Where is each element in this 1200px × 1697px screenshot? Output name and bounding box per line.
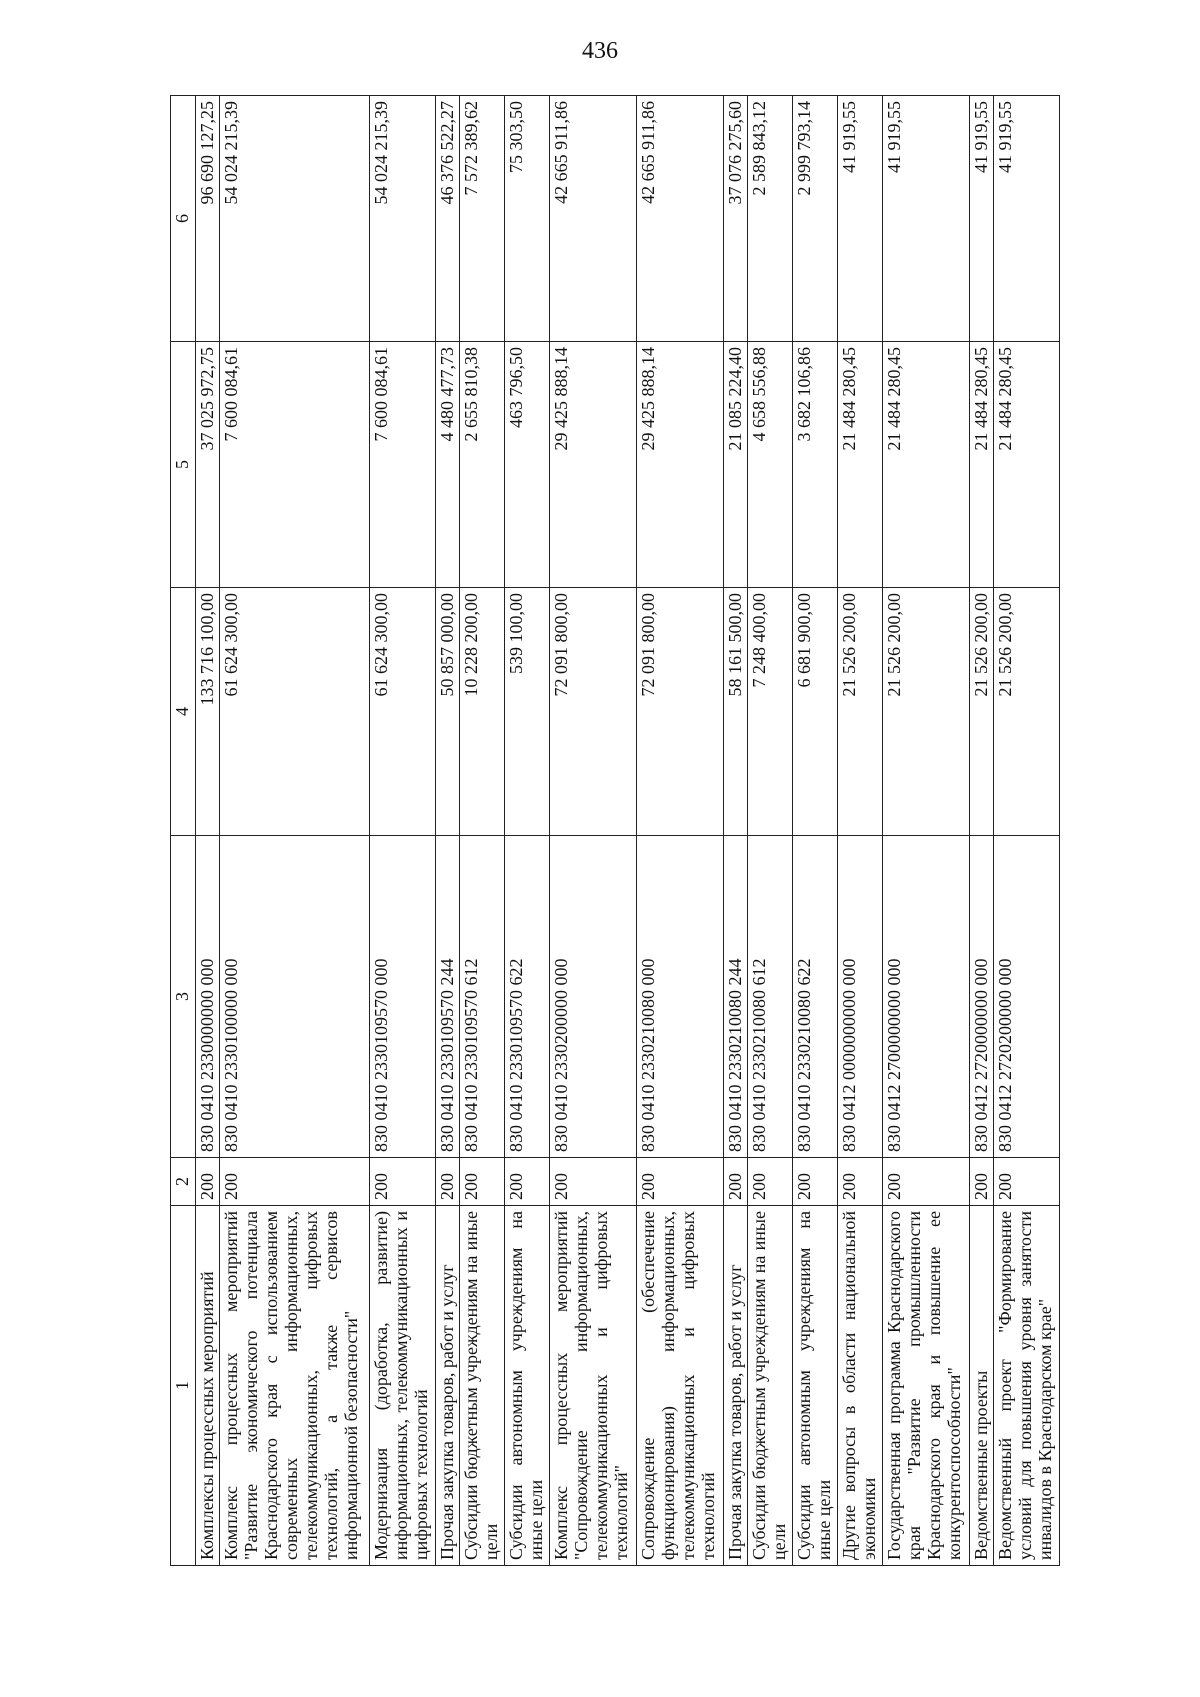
row-exec-cell: 4 658 556,88 [747, 342, 792, 588]
row-name-cell: Комплекс процессных мероприятий "Сопровождение информационных, телекоммуникационных и цифровых технологий" [549, 1206, 636, 1566]
table-row [504, 96, 549, 1566]
row-name-cell: Комплексы процессных мероприятий [196, 1206, 220, 1566]
row-plan-cell: 61 624 300,00 [220, 588, 370, 836]
row-col2-cell: 200 [369, 1158, 435, 1206]
row-remain-cell: 2 999 793,14 [792, 96, 837, 342]
row-code-cell: 830 0410 2330100000 000 [220, 836, 370, 1158]
row-code-cell: 830 0410 2330200000 000 [549, 836, 636, 1158]
table-row [723, 96, 747, 1566]
row-exec-cell: 21 484 280,45 [882, 342, 969, 588]
row-plan-cell: 61 624 300,00 [369, 588, 435, 836]
row-remain-cell: 41 919,55 [993, 96, 1059, 342]
row-name-cell: Субсидии бюджетным учреждениям на иные цели [747, 1206, 792, 1566]
row-col2-cell: 200 [747, 1158, 792, 1206]
row-exec-cell: 3 682 106,86 [792, 342, 837, 588]
row-col2-cell: 200 [220, 1158, 370, 1206]
row-exec-cell: 7 600 084,61 [220, 342, 370, 588]
row-plan-cell: 133 716 100,00 [196, 588, 220, 836]
row-plan-cell: 539 100,00 [504, 588, 549, 836]
row-col2-cell: 200 [549, 1158, 636, 1206]
row-remain-cell: 37 076 275,60 [723, 96, 747, 342]
row-plan-cell: 7 248 400,00 [747, 588, 792, 836]
row-exec-cell: 37 025 972,75 [196, 342, 220, 588]
row-exec-cell: 463 796,50 [504, 342, 549, 588]
table-body [196, 96, 1060, 1566]
row-code-cell: 830 0410 2330109570 612 [459, 836, 504, 1158]
column-header: 6 [171, 96, 196, 342]
row-remain-cell: 42 665 911,86 [636, 96, 723, 342]
row-plan-cell: 21 526 200,00 [837, 588, 882, 836]
row-col2-cell: 200 [837, 1158, 882, 1206]
row-plan-cell: 58 161 500,00 [723, 588, 747, 836]
row-code-cell: 830 0412 2720200000 000 [993, 836, 1059, 1158]
row-col2-cell: 200 [459, 1158, 504, 1206]
row-code-cell: 830 0410 2330109570 000 [369, 836, 435, 1158]
row-remain-cell: 42 665 911,86 [549, 96, 636, 342]
row-remain-cell: 75 303,50 [504, 96, 549, 342]
row-plan-cell: 72 091 800,00 [549, 588, 636, 836]
row-code-cell: 830 0410 2330210080 244 [723, 836, 747, 1158]
row-remain-cell: 2 589 843,12 [747, 96, 792, 342]
row-remain-cell: 7 572 389,62 [459, 96, 504, 342]
row-col2-cell: 200 [969, 1158, 993, 1206]
row-remain-cell: 46 376 522,27 [435, 96, 459, 342]
row-name-cell: Модернизация (доработка, развитие) информационных, телекоммуникационных и цифровых технологий [369, 1206, 435, 1566]
row-code-cell: 830 0410 2330000000 000 [196, 836, 220, 1158]
row-code-cell: 830 0412 2720000000 000 [969, 836, 993, 1158]
table-row [636, 96, 723, 1566]
page-number: 436 [582, 38, 618, 64]
table-row [196, 96, 220, 1566]
row-name-cell: Субсидии автономным учреждениям на иные цели [792, 1206, 837, 1566]
table-row [459, 96, 504, 1566]
row-exec-cell: 21 085 224,40 [723, 342, 747, 588]
row-code-cell: 830 0412 2700000000 000 [882, 836, 969, 1158]
column-header: 1 [171, 1206, 196, 1566]
row-name-cell: Сопровождение (обеспечение функционирования) информационных, телекоммуникационных и цифровых технологий [636, 1206, 723, 1566]
row-col2-cell: 200 [196, 1158, 220, 1206]
row-code-cell: 830 0412 0000000000 000 [837, 836, 882, 1158]
row-col2-cell: 200 [636, 1158, 723, 1206]
budget-table [170, 95, 1060, 1566]
row-exec-cell: 29 425 888,14 [549, 342, 636, 588]
row-name-cell: Государственная программа Краснодарского края "Развитие промышленности Краснодарского края и повышение ее конкурентоспособности" [882, 1206, 969, 1566]
table-row [747, 96, 792, 1566]
row-name-cell: Другие вопросы в области национальной экономики [837, 1206, 882, 1566]
row-plan-cell: 21 526 200,00 [882, 588, 969, 836]
row-col2-cell: 200 [723, 1158, 747, 1206]
row-col2-cell: 200 [504, 1158, 549, 1206]
row-plan-cell: 21 526 200,00 [993, 588, 1059, 836]
column-header: 2 [171, 1158, 196, 1206]
column-header: 3 [171, 836, 196, 1158]
row-exec-cell: 7 600 084,61 [369, 342, 435, 588]
row-name-cell: Прочая закупка товаров, работ и услуг [723, 1206, 747, 1566]
row-name-cell: Комплекс процессных мероприятий "Развитие экономического потенциала Краснодарского края с использованием современных информационных, телекоммуникационных, цифровых технологий, а также сервисов информационной безопасности" [220, 1206, 370, 1566]
row-name-cell: Прочая закупка товаров, работ и услуг [435, 1206, 459, 1566]
row-col2-cell: 200 [993, 1158, 1059, 1206]
row-remain-cell: 41 919,55 [837, 96, 882, 342]
row-name-cell: Субсидии автономным учреждениям на иные цели [504, 1206, 549, 1566]
row-plan-cell: 10 228 200,00 [459, 588, 504, 836]
row-name-cell: Субсидии бюджетным учреждениям на иные цели [459, 1206, 504, 1566]
row-plan-cell: 21 526 200,00 [969, 588, 993, 836]
row-col2-cell: 200 [792, 1158, 837, 1206]
row-code-cell: 830 0410 2330109570 244 [435, 836, 459, 1158]
row-code-cell: 830 0410 2330210080 612 [747, 836, 792, 1158]
rotated-table-container [170, 96, 1060, 1566]
table-row [993, 96, 1059, 1566]
row-code-cell: 830 0410 2330210080 000 [636, 836, 723, 1158]
row-code-cell: 830 0410 2330109570 622 [504, 836, 549, 1158]
table-row [969, 96, 993, 1566]
row-col2-cell: 200 [435, 1158, 459, 1206]
column-header: 5 [171, 342, 196, 588]
column-header: 4 [171, 588, 196, 836]
row-remain-cell: 41 919,55 [882, 96, 969, 342]
row-exec-cell: 21 484 280,45 [837, 342, 882, 588]
row-exec-cell: 4 480 477,73 [435, 342, 459, 588]
table-row [837, 96, 882, 1566]
table-row [435, 96, 459, 1566]
row-exec-cell: 29 425 888,14 [636, 342, 723, 588]
table-row [792, 96, 837, 1566]
row-col2-cell: 200 [882, 1158, 969, 1206]
row-remain-cell: 41 919,55 [969, 96, 993, 342]
row-exec-cell: 21 484 280,45 [993, 342, 1059, 588]
row-plan-cell: 6 681 900,00 [792, 588, 837, 836]
row-name-cell: Ведомственные проекты [969, 1206, 993, 1566]
row-name-cell: Ведомственный проект "Формирование условий для повышения уровня занятости инвалидов в Краснодарском крае" [993, 1206, 1059, 1566]
row-code-cell: 830 0410 2330210080 622 [792, 836, 837, 1158]
row-exec-cell: 21 484 280,45 [969, 342, 993, 588]
table-header-row [171, 96, 196, 1566]
row-remain-cell: 54 024 215,39 [220, 96, 370, 342]
table-row [369, 96, 435, 1566]
row-plan-cell: 72 091 800,00 [636, 588, 723, 836]
row-remain-cell: 54 024 215,39 [369, 96, 435, 342]
table-row [882, 96, 969, 1566]
table-row [220, 96, 370, 1566]
row-plan-cell: 50 857 000,00 [435, 588, 459, 836]
row-exec-cell: 2 655 810,38 [459, 342, 504, 588]
table-row [549, 96, 636, 1566]
row-remain-cell: 96 690 127,25 [196, 96, 220, 342]
